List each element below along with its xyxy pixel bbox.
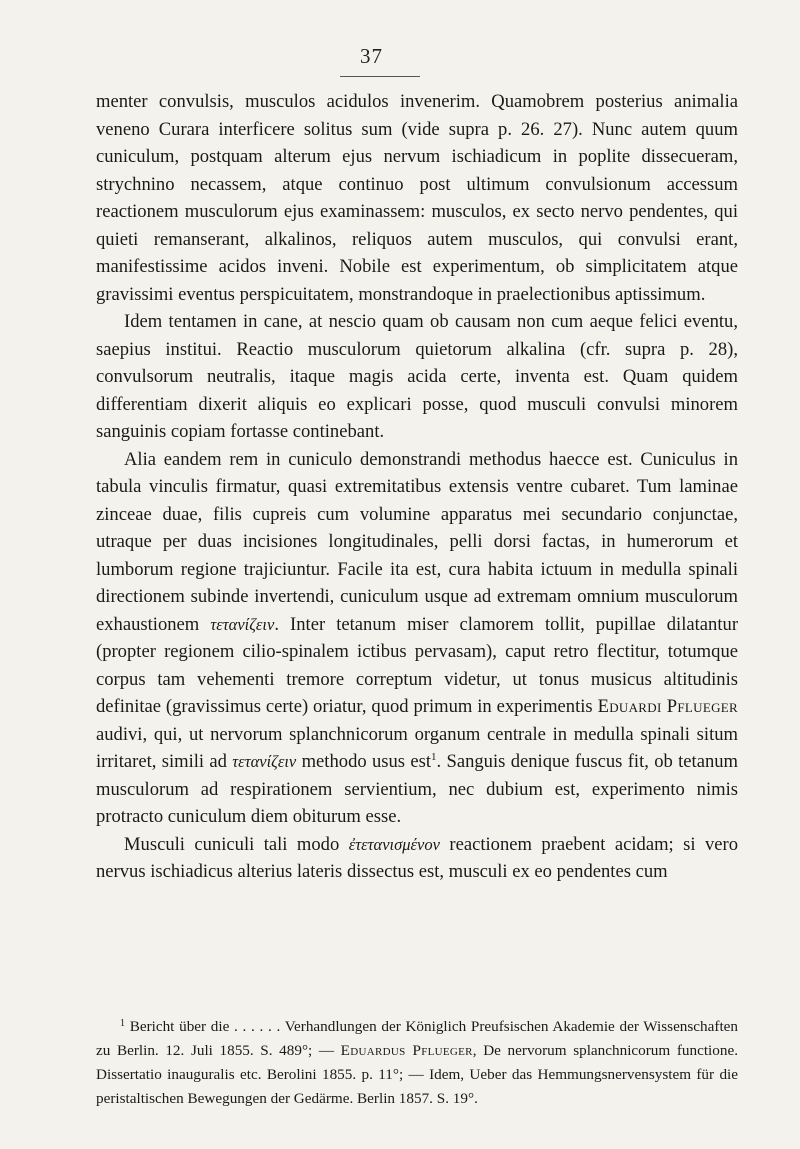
greek-term: τετανίζειν [210,614,275,634]
main-text [96,88,738,886]
paragraph-3-part-5: . Sanguis denique fuscus fit, ob tetanum musculorum ad respirationem servientium, nec dubium est, experimento nimis protracto cuniculum diem obiturum esse. [96,751,739,827]
page-number-rule [340,76,420,77]
footnote-reference: 1 [431,751,437,763]
author-name: Eduardi Pflueger [597,696,739,717]
paragraph-3-part-1: Alia eandem rem in cuniculo demonstrandi methodus haecce est. Cuniculus in tabula vinculis firmatur, quasi extremitatibus extensis ventre cubaret. Tum laminae zinceae duae, filis cupreis cum volumine apparatus mei secundario conjunctae, utraque per duas incisiones longitudinales, pelli dorsi factas, in humerorum et lumborum regione trajiciuntur. Facile ita est, cura habita ictuum in medulla spinali directionem subinde invertendi, cuniculum usque ad extremam omnium musculorum exhaustionem [96,448,738,635]
footnote-author: Eduardus Pflueger [340,1042,473,1059]
paragraph-1: menter convulsis, musculos acidulos invenerim. Quamobrem posterius animalia veneno Curara interficere solitus sum (vide supra p. 26. 27). Nunc autem quum cuniculum, postquam alterum ejus nervum ischiadicum in poplite dissecueram, strychnino necassem, atque continuo post ultimum convulsionum accessum reactionem musculorum ejus examinassem: musculos, ex secto nervo pendentes, qui quieti remanserant, alkalinos, reliquos autem musculos, qui convulsi erant, manifestissime acidos inveni. Nobile est experimentum, ob simplicitatem atque gravissimi eventus perspicuitatem, monstrandoque in praelectionibus aptissimum. [96,91,738,305]
greek-term: ἐτετανισμένον [348,834,440,854]
greek-term: τετανίζειν [232,752,297,771]
page-number: 37 [360,44,383,68]
paragraph-3 [96,446,738,831]
paragraph-3-part-2: . Inter tetanum miser clamorem tollit, pupillae dilatantur (propter regionem cilio-spinalem ictibus pervasam), caput retro flectitur, totumque corpus tam vehementi tremore correptum videtur, ut tonus musicus altitudinis definitae (gravissimus certe) oriatur, quod primum in experimentis [96,613,739,717]
paragraph-4-part-1: Musculi cuniculi tali modo [124,833,340,855]
paragraph-4-part-2: reactionem praebent acidam; si vero nervus ischiadicus alterius lateris dissectus est, musculi ex eo pendentes cum [96,833,739,882]
footnote-part-2: , De nervorum splanchnicorum functione. Dissertatio inauguralis etc. Berolini 1855. p. 11°; — Idem, Ueber das Hemmungsnervensystem für die peristaltischen Bewegungen der Gedärme. Berlin 1857. S. 19°. [96,1042,738,1107]
paragraph-3-part-4: methodo usus est [301,751,432,772]
paragraph-2: Idem tentamen in cane, at nescio quam ob causam non cum aeque felici eventu, saepius institui. Reactio musculorum quietorum alkalina (cfr. supra p. 28), convulsorum neutralis, itaque magis acida certe, inventa est. Quam quidem differentiam dixerit aliquis eo explicari posse, quod musculi convulsi minorem sanguinis copiam fortasse continebant. [96,311,738,442]
footnote [96,1015,738,1111]
paragraph-4 [96,831,738,886]
footnote-mark: 1 [120,1018,125,1029]
footnote-part-1: Bericht über die . . . . . . Verhandlungen der Königlich Preufsischen Akademie der Wissenschaften zu Berlin. 12. Juli 1855. S. 489°; — [96,1018,738,1059]
paragraph-3-part-3: audivi, qui, ut nervorum splanchnicorum organum centrale in medulla spinali situm irritaret, simili ad [96,723,738,772]
